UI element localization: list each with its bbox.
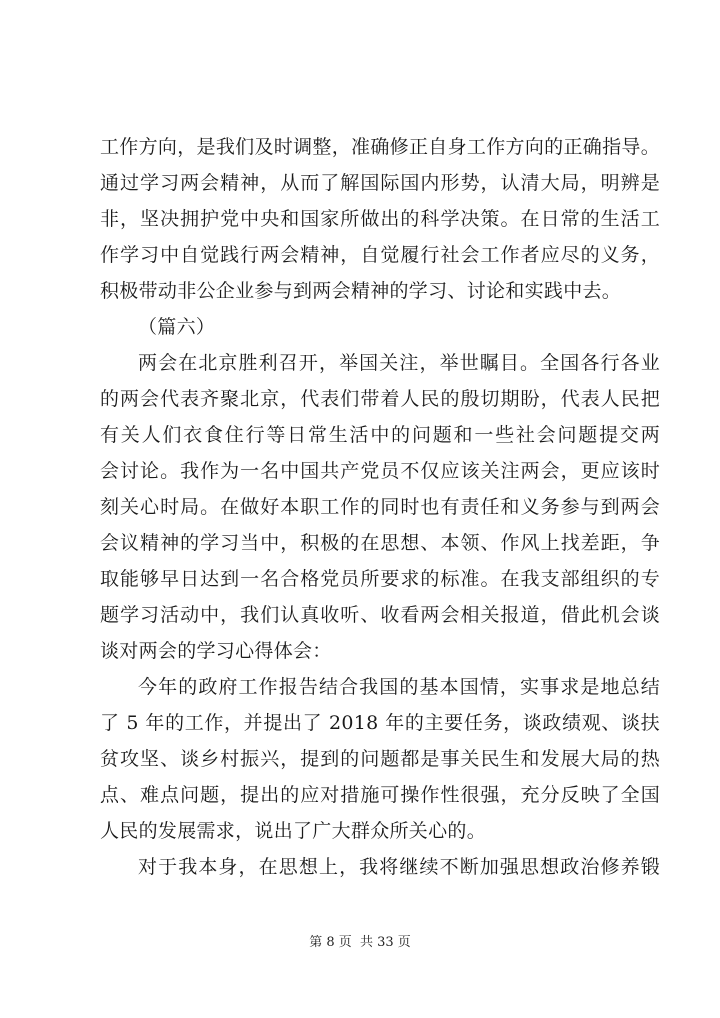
text-line: 了 5 年的工作，并提出了 2018 年的主要任务，谈政绩观、谈扶: [100, 712, 660, 734]
text-line: 人民的发展需求，说出了广大群众所关心的。: [100, 820, 487, 842]
text-line: 刻关心时局。在做好本职工作的同时也有责任和义务参与到两会: [100, 496, 660, 518]
text-line: 非，坚决拥护党中央和国家所做出的科学决策。在日常的生活工: [100, 208, 660, 230]
text-line: 通过学习两会精神，从而了解国际国内形势，认清大局，明辨是: [100, 172, 660, 194]
text-line: 会讨论。我作为一名中国共产党员不仅应该关注两会，更应该时: [100, 460, 660, 482]
page-footer: [0, 934, 720, 952]
text-line: 取能够早日达到一名合格党员所要求的标准。在我支部组织的专: [100, 568, 660, 590]
text-line: 有关人们衣食住行等日常生活中的问题和一些社会问题提交两: [100, 424, 660, 446]
text-line: 积极带动非公企业参与到两会精神的学习、讨论和实践中去。: [100, 280, 622, 302]
page-number: 第 8 页: [309, 935, 352, 950]
body-text: [100, 129, 660, 885]
text-line: 的两会代表齐聚北京，代表们带着人民的殷切期盼，代表人民把: [100, 388, 660, 410]
text-line: 题学习活动中，我们认真收听、收看两会相关报道，借此机会谈: [100, 604, 660, 626]
section-heading: （篇六）: [138, 316, 216, 338]
text-line: 工作方向，是我们及时调整，准确修正自身工作方向的正确指导。: [100, 136, 660, 158]
text-line: 谈对两会的学习心得体会：: [100, 640, 332, 662]
text-line: 贫攻坚、谈乡村振兴，提到的问题都是事关民生和发展大局的热: [100, 748, 660, 770]
text-line: 会议精神的学习当中，积极的在思想、本领、作风上找差距，争: [100, 532, 660, 554]
text-line: 两会在北京胜利召开，举国关注，举世瞩目。全国各行各业: [138, 352, 660, 374]
text-line: 点、难点问题，提出的应对措施可操作性很强，充分反映了全国: [100, 784, 660, 806]
text-line: 今年的政府工作报告结合我国的基本国情，实事求是地总结: [138, 676, 660, 698]
text-line: 作学习中自觉践行两会精神，自觉履行社会工作者应尽的义务，: [100, 244, 660, 266]
text-line: 对于我本身，在思想上，我将继续不断加强思想政治修养锻: [138, 856, 660, 878]
page-total: 共 33 页: [359, 935, 411, 950]
